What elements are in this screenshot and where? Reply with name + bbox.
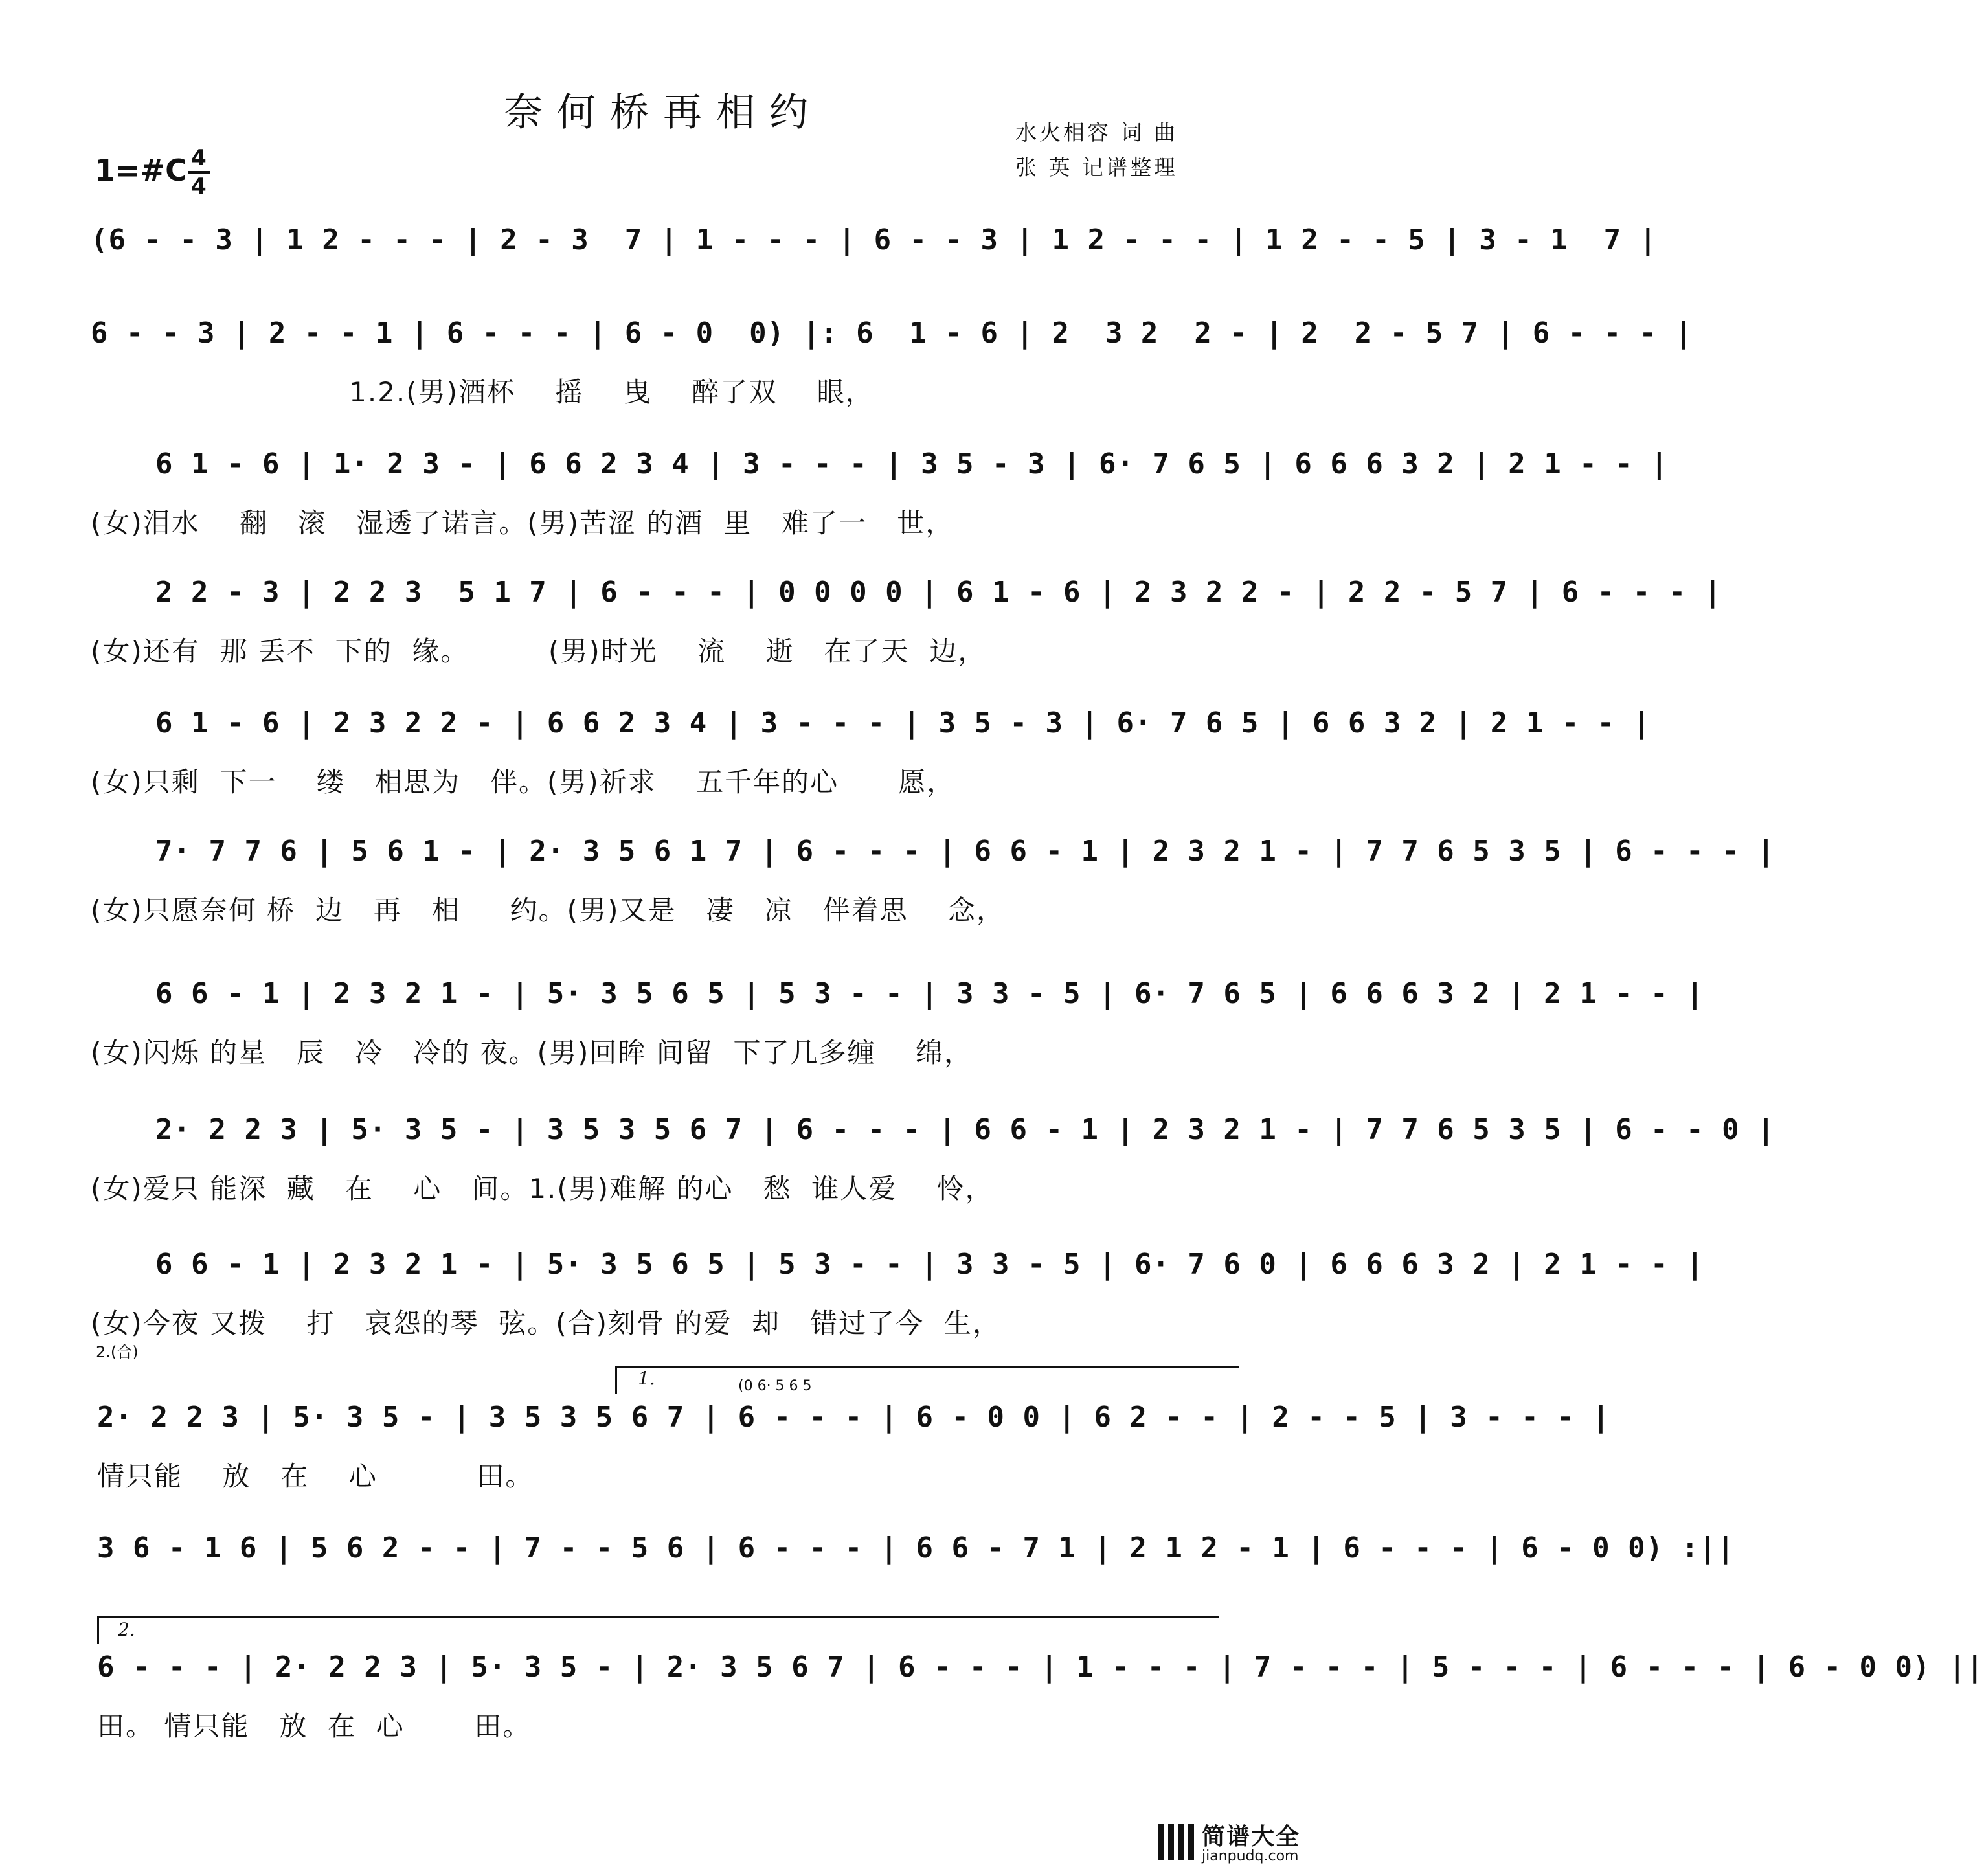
time-signature-bottom: 4 [191, 174, 207, 199]
grace-note-run: (0 6· 5 6 5 [738, 1378, 812, 1394]
credit-transcriber: 张 英 记谱整理 [1015, 155, 1178, 180]
logo-url: jianpudq.com [1202, 1848, 1299, 1864]
song-title: 奈何桥再相约 [504, 90, 822, 135]
notes-line: 7· 7 7 6 | 5 6 1 - | 2· 3 5 6 1 7 | 6 - - - | 6 6 - 1 | 2 3 2 1 - | 7 7 6 5 3 5 | 6 - - - | [155, 835, 1775, 868]
lyrics-line: 田。 情只能 放 在 心 田。 [97, 1710, 532, 1742]
lyrics-line: 情只能 放 在 心 田。 [97, 1460, 534, 1492]
second-ending-label: 2. [118, 1619, 135, 1640]
lyrics-line: (女)今夜 又拨 打 哀怨的琴 弦。(合)刻骨 的爱 却 错过了今 生， [91, 1307, 1001, 1339]
logo-title: 简谱大全 [1202, 1824, 1301, 1850]
notes-line: 6 1 - 6 | 2 3 2 2 - | 6 6 2 3 4 | 3 - - - | 3 5 - 3 | 6· 7 6 5 | 6 6 3 2 | 2 1 - - | [155, 706, 1651, 740]
notes-line: 2· 2 2 3 | 5· 3 5 - | 3 5 3 5 6 7 | 6 - - - | 6 - 0 0 | 6 2 - - | 2 - - 5 | 3 - - - | [97, 1401, 1610, 1434]
credits [1015, 115, 1300, 185]
first-ending-label: 1. [638, 1368, 655, 1389]
notes-line: 3 6 - 1 6 | 5 6 2 - - | 7 - - 5 6 | 6 - - - | 6 6 - 7 1 | 2 1 2 - 1 | 6 - - - | 6 - 0 0) :|| [97, 1531, 1735, 1565]
time-signature [188, 146, 210, 198]
notes-line: 2· 2 2 3 | 5· 3 5 - | 3 5 3 5 6 7 | 6 - - - | 6 6 - 1 | 2 3 2 1 - | 7 7 6 5 3 5 | 6 - - 0 | [155, 1113, 1775, 1146]
lyrics-line: (女)闪烁 的星 辰 冷 冷的 夜。(男)回眸 间留 下了几多缠 绵， [91, 1037, 973, 1068]
notes-line: 6 1 - 6 | 1· 2 3 - | 6 6 2 3 4 | 3 - - - | 3 5 - 3 | 6· 7 6 5 | 6 6 6 3 2 | 2 1 - - | [155, 447, 1669, 480]
voice-note: 2.(合) [96, 1343, 139, 1361]
notes-line: 6 - - 3 | 2 - - 1 | 6 - - - | 6 - 0 0) |: 6 1 - 6 | 2 3 2 2 - | 2 2 - 5 7 | 6 - - - | [91, 317, 1693, 350]
notes-line: 6 6 - 1 | 2 3 2 1 - | 5· 3 5 6 5 | 5 3 - - | 3 3 - 5 | 6· 7 6 0 | 6 6 6 3 2 | 2 1 - - | [155, 1248, 1704, 1281]
credit-lyricist-composer: 水火相容 词 曲 [1015, 120, 1178, 145]
notes-line: 6 - - - | 2· 2 2 3 | 5· 3 5 - | 2· 3 5 6 7 | 6 - - - | 1 - - - | 7 - - - | 5 - - - | 6 - - - | 6 - 0 0) || [97, 1651, 1984, 1684]
lyrics-line: 1.2.(男)酒杯 摇 曳 醉了双 眼， [91, 376, 874, 408]
notes-line: 2 2 - 3 | 2 2 3 5 1 7 | 6 - - - | 0 0 0 0 | 6 1 - 6 | 2 3 2 2 - | 2 2 - 5 7 | 6 - - - | [155, 576, 1722, 609]
lyrics-line: (女)只剩 下一 缕 相思为 伴。(男)祈求 五千年的心 愿， [91, 766, 956, 798]
notes-line: (6 - - 3 | 1 2 - - - | 2 - 3 7 | 1 - - - | 6 - - 3 | 1 2 - - - | 1 2 - - 5 | 3 - 1 7 | [91, 223, 1658, 256]
lyrics-line: (女)泪水 翻 滚 湿透了诺言。(男)苦涩 的酒 里 难了一 世， [91, 507, 954, 539]
notes-line: 6 6 - 1 | 2 3 2 1 - | 5· 3 5 6 5 | 5 3 - - | 3 3 - 5 | 6· 7 6 5 | 6 6 6 3 2 | 2 1 - - | [155, 977, 1704, 1010]
site-logo [1158, 1818, 1320, 1870]
key-signature: 1=#C [95, 153, 187, 188]
lyrics-line: (女)只愿奈何 桥 边 再 相 约。(男)又是 凄 凉 伴着思 念， [91, 894, 1006, 926]
time-signature-top: 4 [191, 145, 207, 171]
lyrics-line: (女)爱只 能深 藏 在 心 间。1.(男)难解 的心 愁 谁人爱 怜， [91, 1173, 994, 1204]
piano-keys-icon [1158, 1824, 1194, 1860]
lyrics-line: (女)还有 那 丢不 下的 缘。 (男)时光 流 逝 在了天 边， [91, 635, 987, 667]
